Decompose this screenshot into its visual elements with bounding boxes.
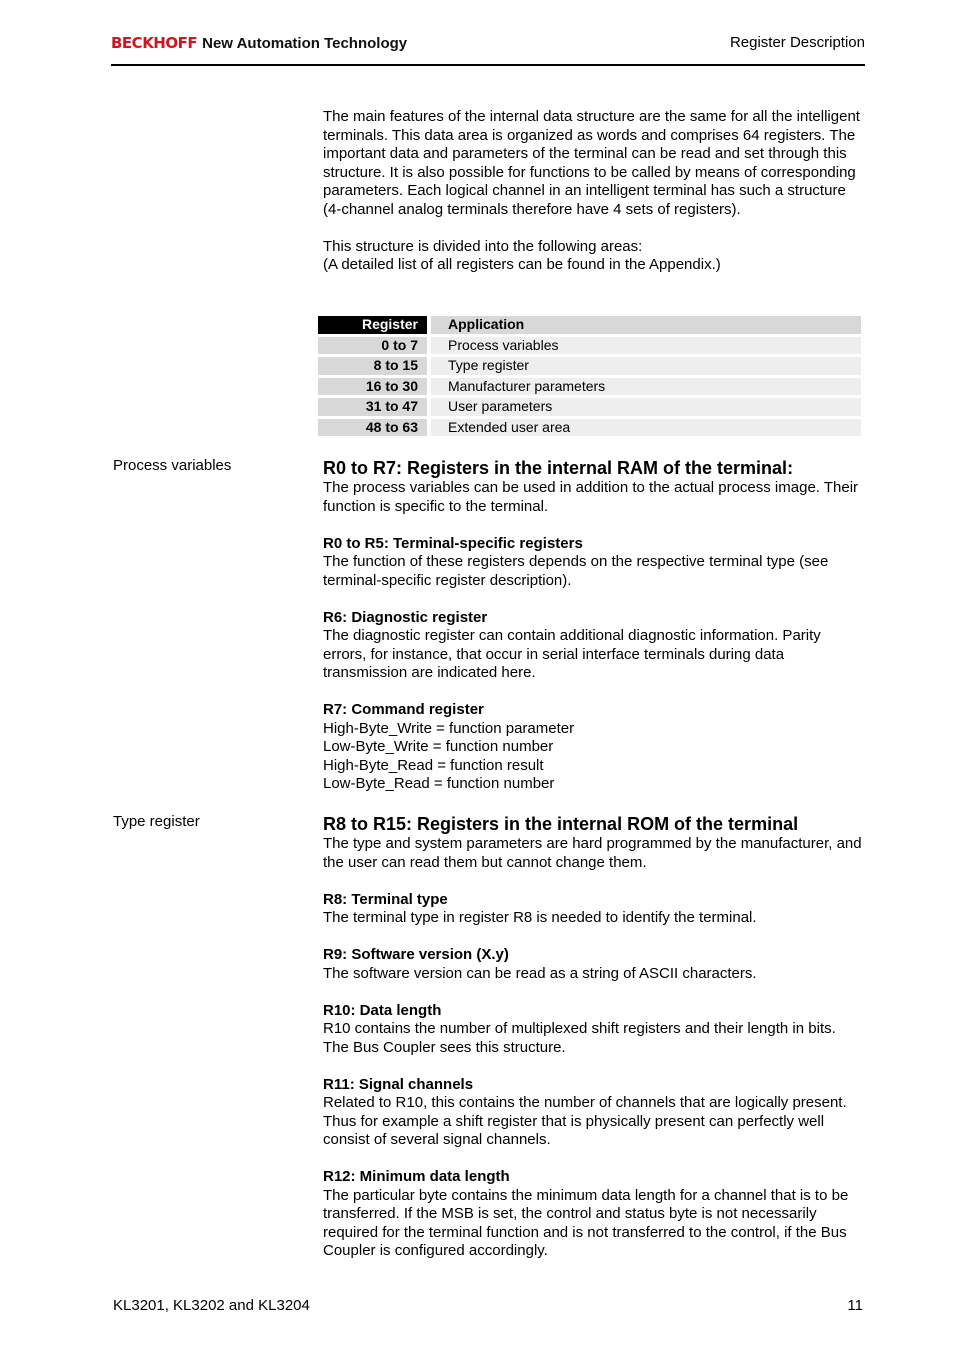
table-row [318,337,861,355]
register-range: 8 to 15 [318,357,427,375]
section-intro: The process variables can be used in addition to the actual process image. Their function is specific to the terminal. [323,479,859,515]
subsection-text: Related to R10, this contains the number of channels that are logically present. Thus for example a shift register that is physically present can perfectly well consist of several signal channels. [323,1094,847,1148]
side-label-process-variables: Process variables [113,457,232,474]
subsection-text: The function of these registers depends on the respective terminal type (see terminal-specific register description). [323,553,829,589]
register-application: Extended user area [431,419,861,437]
register-application: Type register [431,357,861,375]
page-header [111,30,865,66]
footer-page-number: 11 [847,1297,863,1314]
intro-paragraph-2-line-2: (A detailed list of all registers can be found in the Appendix.) [323,256,721,273]
subsection-text: The software version can be read as a string of ASCII characters. [323,964,757,982]
register-range: 31 to 47 [318,398,427,416]
section-intro: The type and system parameters are hard programmed by the manufacturer, and the user can read them but cannot change them. [323,835,862,871]
register-range: 0 to 7 [318,337,427,355]
register-application: Manufacturer parameters [431,378,861,396]
register-areas-table [318,313,861,439]
register-application: Process variables [431,337,861,355]
subsection-title: R6: Diagnostic register [323,608,488,626]
table-row [318,357,861,375]
subsection-title: R12: Minimum data length [323,1168,510,1185]
subsection-title: R0 to R5: Terminal-specific registers [323,534,583,552]
command-line: High-Byte_Write = function parameter [323,719,575,737]
intro-text [323,108,863,275]
table-row [318,419,861,437]
subsection-title: R10: Data length [323,1001,442,1019]
subsection-title: R7: Command register [323,701,484,718]
column-header-application: Application [431,316,861,334]
intro-paragraph-2-line-1: This structure is divided into the following areas: [323,237,643,255]
footer-product: KL3201, KL3202 and KL3204 [113,1297,310,1314]
subsection-title: R11: Signal channels [323,1075,474,1093]
table-row [318,378,861,396]
table-header-row [318,316,861,334]
column-header-register: Register [318,316,427,334]
beckhoff-logo [111,34,407,53]
register-range: 48 to 63 [318,419,427,437]
header-section-title: Register Description [729,34,865,51]
type-register-section [323,814,863,1261]
table-row [318,398,861,416]
subsection-text: The diagnostic register can contain additional diagnostic information. Parity errors, for instance, that occur in serial interface terminals during data transmission are indicated here. [323,627,821,681]
subsection-title: R8: Terminal type [323,890,448,908]
logo-brand: BECKHOFF [111,34,198,52]
register-range: 16 to 30 [318,378,427,396]
section-title: R0 to R7: Registers in the internal RAM of the terminal: [323,458,794,478]
subsection-text: The particular byte contains the minimum data length for a channel that is to be transferred. If the MSB is set, the control and status byte is not necessarily required for the terminal function and is not transferred to the control, if the Bus Coupler is configured accordingly. [323,1186,849,1259]
subsection-title: R9: Software version (X.y) [323,946,509,963]
process-variables-section [323,458,863,794]
section-title: R8 to R15: Registers in the internal ROM of the terminal [323,814,799,834]
command-line: High-Byte_Read = function result [323,756,544,774]
logo-tagline: New Automation Technology [202,35,408,52]
command-line: Low-Byte_Write = function number [323,738,554,755]
subsection-text: The terminal type in register R8 is needed to identify the terminal. [323,909,757,926]
side-label-type-register: Type register [113,813,200,830]
register-application: User parameters [431,398,861,416]
command-line: Low-Byte_Read = function number [323,775,555,792]
subsection-text: R10 contains the number of multiplexed shift registers and their length in bits. The Bus Coupler sees this structure. [323,1020,836,1056]
intro-paragraph-1: The main features of the internal data structure are the same for all the intelligent terminals. This data area is organized as words and comprises 64 registers. The important data and parameters of the terminal can be read and set through this structure. It is also possible for functions to be called by means of corresponding parameters. Each logical channel in an intelligent terminal has such a structure (4-channel analog terminals therefore have 4 sets of registers). [323,108,860,218]
